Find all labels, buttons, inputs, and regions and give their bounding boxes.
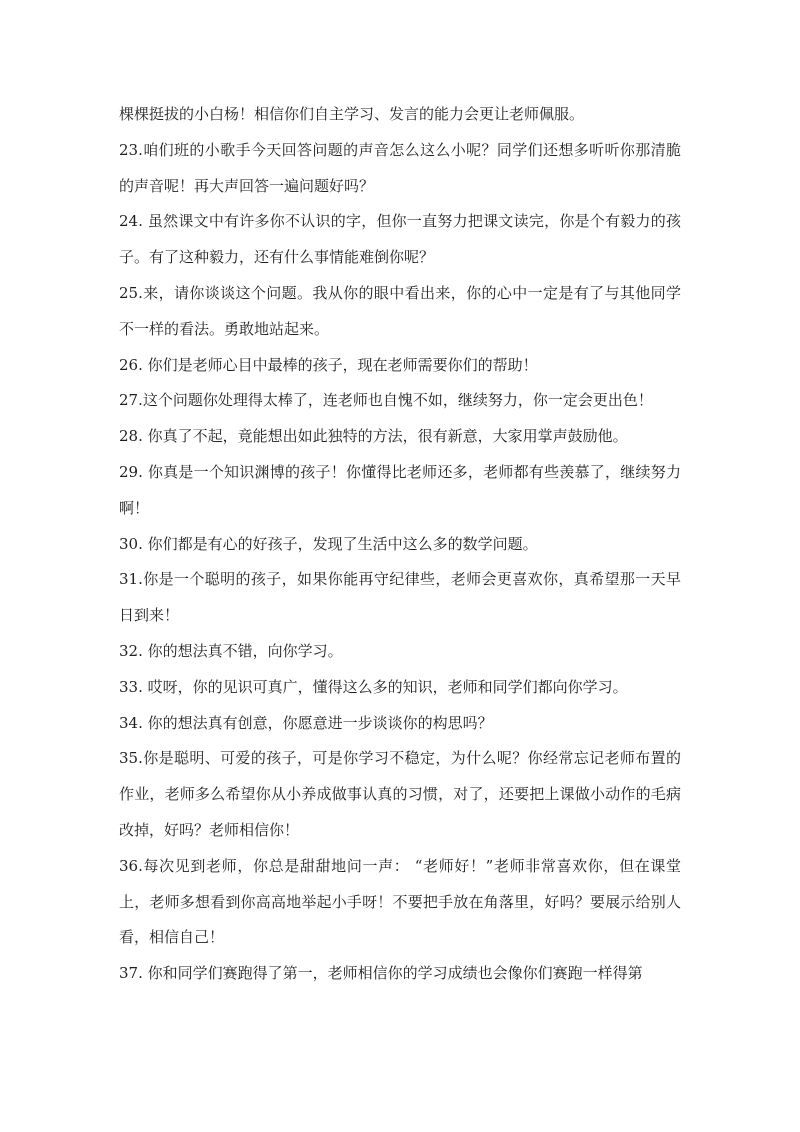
paragraph-24: 24. 虽然课文中有许多你不认识的字，但你一直努力把课文读完，你是个有毅力的孩子。有了这种毅力，还有什么事情能难倒你呢？ [119, 212, 681, 267]
paragraph-27: 27.这个问题你处理得太棒了，连老师也自愧不如，继续努力，你一定会更出色！ [119, 391, 653, 410]
paragraph-34: 34. 你的想法真有创意，你愿意进一步谈谈你的构思吗？ [119, 713, 493, 732]
paragraph-26: 26. 你们是老师心目中最棒的孩子，现在老师需要你们的帮助！ [119, 355, 538, 374]
paragraph-23: 23.咱们班的小歌手今天回答问题的声音怎么这么小呢？同学们还想多听听你那清脆的声音呢！再大声回答一遍问题好吗？ [119, 140, 681, 195]
paragraph-36: 36.每次见到老师，你总是甜甜地问一声： “老师好！”老师非常喜欢你，但在课堂上，老师多想看到你高高地举起小手呀！不要把手放在角落里，好吗？要展示给别人看，相信自己！ [119, 856, 681, 947]
paragraph-29: 29. 你真是一个知识渊博的孩子！你懂得比老师还多，老师都有些羡慕了，继续努力啊！ [119, 462, 681, 517]
paragraph-continuation: 棵棵挺拔的小白杨！相信你们自主学习、发言的能力会更让老师佩服。 [119, 105, 585, 123]
document-body [119, 97, 681, 992]
paragraph-33: 33. 哎呀，你的见识可真广，懂得这么多的知识，老师和同学们都向你学习。 [119, 677, 628, 696]
paragraph-30: 30. 你们都是有心的好孩子，发现了生活中这么多的数学问题。 [119, 534, 538, 553]
paragraph-25: 25.来，请你谈谈这个问题。我从你的眼中看出来，你的心中一定是有了与其他同学不一样的看法。勇敢地站起来。 [119, 283, 681, 338]
paragraph-37: 37. 你和同学们赛跑得了第一，老师相信你的学习成绩也会像你们赛跑一样得第 [119, 964, 643, 983]
paragraph-32: 32. 你的想法真不错，向你学习。 [119, 641, 343, 660]
paragraph-31: 31.你是一个聪明的孩子，如果你能再守纪律些，老师会更喜欢你，真希望那一天早日到来！ [119, 570, 681, 625]
paragraph-28: 28. 你真了不起，竟能想出如此独特的方法，很有新意，大家用掌声鼓励他。 [119, 427, 628, 446]
paragraph-35: 35.你是聪明、可爱的孩子，可是你学习不稳定，为什么呢？你经常忘记老师布置的作业，老师多么希望你从小养成做事认真的习惯，对了，还要把上课做小动作的毛病改掉，好吗？老师相信你！ [119, 749, 681, 839]
